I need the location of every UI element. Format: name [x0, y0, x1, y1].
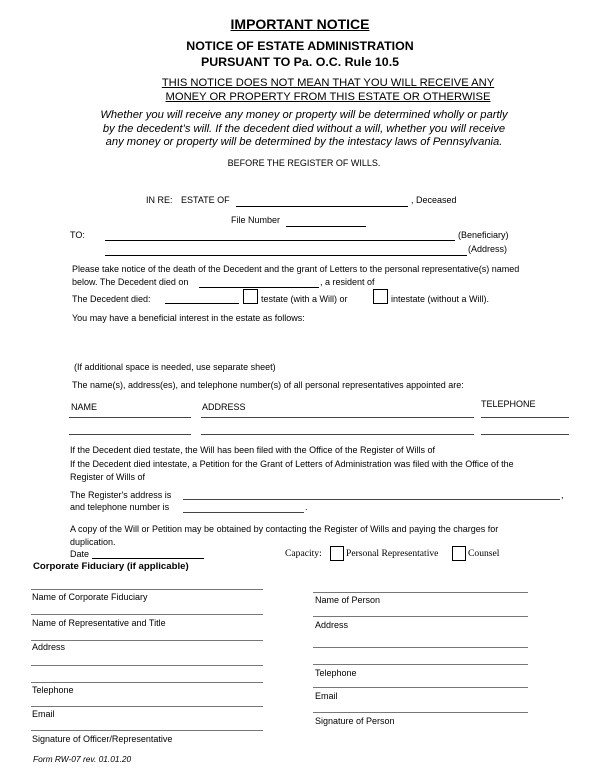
- fiduciary-address-field-1[interactable]: [31, 640, 263, 641]
- person-signature-label: Signature of Person: [315, 716, 395, 726]
- person-telephone-label: Telephone: [315, 668, 357, 678]
- deceased-label: , Deceased: [411, 195, 457, 205]
- beneficiary-field[interactable]: [105, 240, 455, 241]
- column-name: NAME: [71, 402, 98, 412]
- representatives-intro: The name(s), address(es), and telephone number(s) of all personal representatives appointed are:: [72, 380, 464, 390]
- rep-address-field-1[interactable]: [201, 417, 474, 418]
- column-address: ADDRESS: [202, 402, 246, 412]
- column-telephone: TELEPHONE: [481, 399, 536, 409]
- in-re-label: IN RE:: [146, 195, 173, 205]
- person-name-label: Name of Person: [315, 595, 381, 605]
- before-register: BEFORE THE REGISTER OF WILLS.: [227, 158, 381, 168]
- person-email-field[interactable]: [313, 687, 528, 688]
- officer-signature-label: Signature of Officer/Representative: [32, 734, 173, 744]
- to-label: TO:: [70, 230, 85, 240]
- fiduciary-telephone-label: Telephone: [32, 685, 74, 695]
- date-of-death-field[interactable]: [199, 287, 319, 288]
- intestate-label: intestate (without a Will).: [391, 294, 490, 304]
- copy-text-2: duplication.: [70, 537, 116, 547]
- file-number-label: File Number: [231, 215, 281, 225]
- date-label: Date: [70, 549, 90, 559]
- person-address-label: Address: [315, 620, 349, 630]
- counsel-label: Counsel: [468, 548, 500, 559]
- rep-name-field-1[interactable]: [69, 417, 191, 418]
- form-number: Form RW-07 rev. 01.01.20: [33, 754, 132, 764]
- beneficiary-label: (Beneficiary): [458, 230, 509, 240]
- notice-subtitle-2: PURSUANT TO Pa. O.C. Rule 10.5: [200, 55, 400, 69]
- register-address-label: The Register's address is: [70, 490, 172, 500]
- notice-line-1: Please take notice of the death of the Decedent and the grant of Letters to the personal representative(s) named: [72, 264, 520, 274]
- fiduciary-email-label: Email: [32, 709, 55, 719]
- corporate-fiduciary-heading: Corporate Fiduciary (if applicable): [33, 561, 189, 572]
- rep-name-field-2[interactable]: [69, 434, 191, 435]
- intestate-filing-text-2: Register of Wills of: [70, 472, 146, 482]
- italic-line-1: Whether you will receive any money or property will be determined wholly or partly: [100, 109, 508, 121]
- register-address-field[interactable]: [183, 499, 560, 500]
- italic-line-2: by the decedent’s will. If the decedent died without a will, whether you will receive: [102, 123, 506, 135]
- officer-signature-field[interactable]: [31, 730, 263, 731]
- fiduciary-email-field[interactable]: [31, 706, 263, 707]
- estate-of-label: ESTATE OF: [181, 195, 230, 205]
- decedent-died-label: The Decedent died:: [72, 294, 151, 304]
- fiduciary-address-field-2[interactable]: [31, 665, 263, 666]
- personal-representative-checkbox[interactable]: [330, 546, 344, 561]
- intestate-filing-text-1: If the Decedent died intestate, a Petition for the Grant of Letters of Administration was filed with the Office of the: [70, 459, 514, 469]
- fiduciary-address-label: Address: [32, 642, 66, 652]
- estate-name-field[interactable]: [236, 206, 408, 207]
- file-number-field[interactable]: [286, 226, 366, 227]
- notice-line-2: below. The Decedent died on: [72, 277, 189, 287]
- resident-of-label: , a resident of: [320, 277, 375, 287]
- intestate-checkbox[interactable]: [373, 289, 388, 304]
- rep-address-field-2[interactable]: [201, 434, 474, 435]
- disclaimer-line-1: THIS NOTICE DOES NOT MEAN THAT YOU WILL RECEIVE ANY: [161, 77, 495, 89]
- corporate-fiduciary-name-field[interactable]: [31, 589, 263, 590]
- counsel-checkbox[interactable]: [452, 546, 466, 561]
- address-label: (Address): [468, 244, 508, 254]
- representative-title-field[interactable]: [31, 614, 263, 615]
- personal-representative-label: Personal Representative: [346, 548, 439, 559]
- person-address-field-1[interactable]: [313, 616, 528, 617]
- italic-line-3: any money or property will be determined by the intestacy laws of Pennsylvania.: [105, 136, 503, 148]
- person-name-field[interactable]: [313, 592, 528, 593]
- disclaimer-line-2: MONEY OR PROPERTY FROM THIS ESTATE OR OTHERWISE: [165, 91, 491, 103]
- register-telephone-field[interactable]: [183, 512, 304, 513]
- telephone-period: .: [305, 502, 308, 512]
- page-title: IMPORTANT NOTICE: [230, 16, 370, 32]
- testate-filing-text: If the Decedent died testate, the Will has been filed with the Office of the Register of Wills of: [70, 445, 436, 455]
- representative-title-label: Name of Representative and Title: [32, 618, 166, 628]
- copy-text-1: A copy of the Will or Petition may be obtained by contacting the Register of Wills and paying the charges for: [70, 524, 499, 534]
- person-signature-field[interactable]: [313, 712, 528, 713]
- rep-telephone-field-1[interactable]: [481, 417, 569, 418]
- beneficial-interest-text: You may have a beneficial interest in the estate as follows:: [72, 313, 305, 323]
- fiduciary-telephone-field[interactable]: [31, 682, 263, 683]
- date-field[interactable]: [92, 558, 204, 559]
- person-address-field-2[interactable]: [313, 647, 528, 648]
- testate-checkbox[interactable]: [243, 289, 258, 304]
- testate-label: testate (with a Will) or: [261, 294, 348, 304]
- person-telephone-field[interactable]: [313, 664, 528, 665]
- additional-space-note: (If additional space is needed, use separate sheet): [74, 362, 276, 372]
- beneficiary-address-field[interactable]: [105, 255, 467, 256]
- capacity-label: Capacity:: [285, 548, 322, 559]
- telephone-number-label: and telephone number is: [70, 502, 170, 512]
- died-date-field[interactable]: [165, 303, 239, 304]
- rep-telephone-field-2[interactable]: [481, 434, 569, 435]
- person-email-label: Email: [315, 691, 338, 701]
- corporate-fiduciary-name-label: Name of Corporate Fiduciary: [32, 592, 148, 602]
- notice-subtitle-1: NOTICE OF ESTATE ADMINISTRATION: [186, 39, 414, 53]
- register-address-comma: ,: [561, 490, 564, 500]
